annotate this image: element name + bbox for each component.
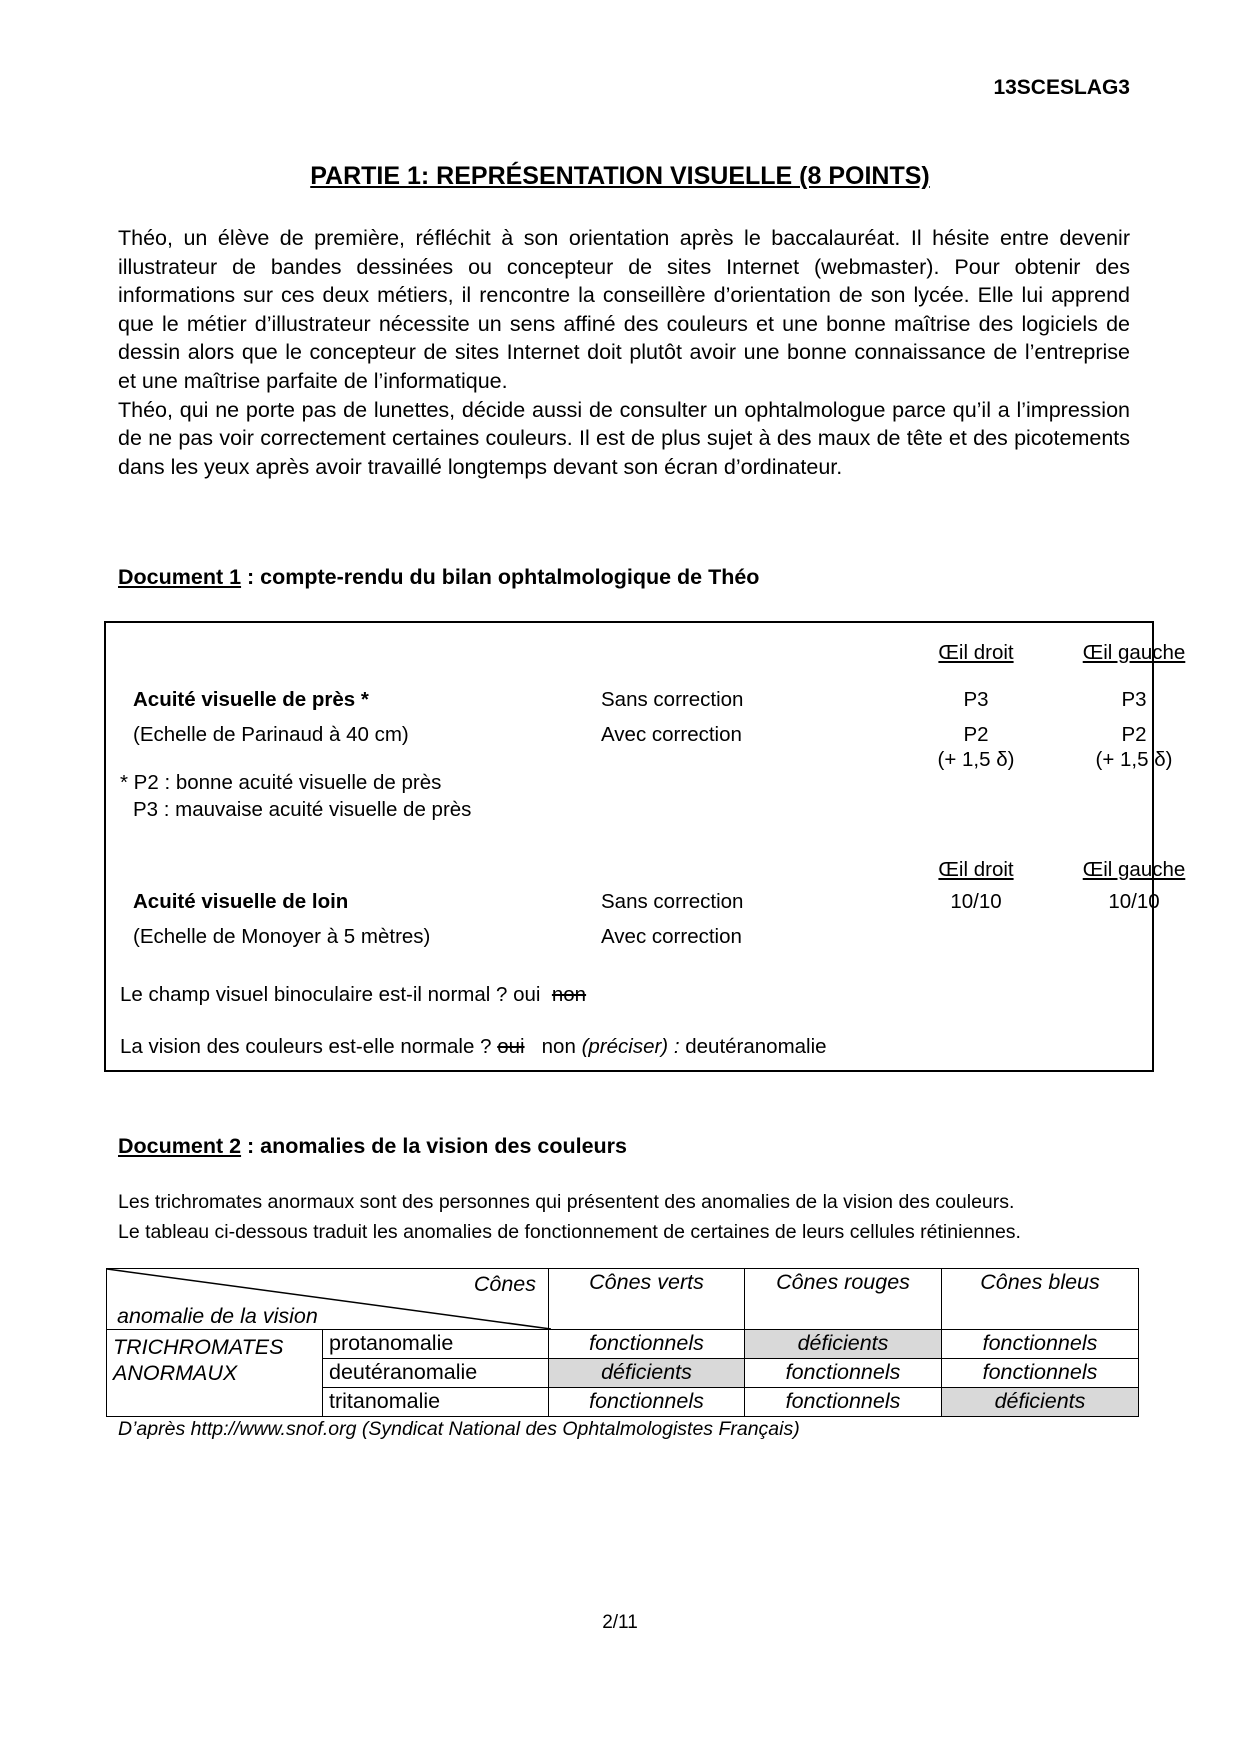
- far-with-correction: Avec correction: [601, 925, 742, 948]
- document-1-label: Document 1: [118, 565, 242, 589]
- cell-tritanomaly-red: fonctionnels: [745, 1388, 942, 1417]
- far-acuity-scale: (Echelle de Monoyer à 5 mètres): [133, 925, 431, 948]
- table-row: [107, 1330, 1139, 1359]
- column-header-red-cones: Cônes rouges: [745, 1269, 942, 1330]
- color-vision-struck-answer: oui: [497, 1035, 525, 1058]
- visual-field-question-text: Le champ visuel binoculaire est-il normal ? oui: [120, 983, 541, 1006]
- far-left-without: 10/10: [1108, 890, 1160, 913]
- near-right-without: P3: [963, 688, 989, 711]
- intro-paragraph-2: Théo, qui ne porte pas de lunettes, décide aussi de consulter un ophtalmologue parce qu’il a l’impression de ne pas voir correctement certaines couleurs. Il est de plus sujet à des maux de tête et des picotements dans les yeux après avoir travaillé longtemps devant son écran d’ordinateur.: [118, 397, 1130, 479]
- near-right-with-detail: (+ 1,5 δ): [937, 748, 1015, 771]
- cell-deuteranomaly-red: fonctionnels: [745, 1359, 942, 1388]
- row-label-tritanomaly: tritanomalie: [323, 1388, 549, 1417]
- color-vision-question: [120, 1035, 827, 1059]
- cell-deuteranomaly-blue: fonctionnels: [942, 1359, 1139, 1388]
- near-left-with: P2: [1121, 723, 1147, 746]
- near-acuity-title: Acuité visuelle de près *: [133, 688, 369, 711]
- document-2-intro-line-1: Les trichromates anormaux sont des personnes qui présentent des anomalies de la vision des couleurs.: [118, 1191, 1015, 1213]
- cell-deuteranomaly-green: déficients: [549, 1359, 745, 1388]
- cell-protanomaly-blue: fonctionnels: [942, 1330, 1139, 1359]
- right-eye-header: Œil droit: [938, 641, 1014, 664]
- color-vision-diagnosis: deutéranomalie: [685, 1035, 827, 1058]
- group-label-anomalous-trichromats: TRICHROMATES ANORMAUX: [107, 1330, 323, 1417]
- left-eye-header-far: Œil gauche: [1082, 858, 1186, 881]
- cell-protanomaly-green: fonctionnels: [549, 1330, 745, 1359]
- cell-tritanomaly-green: fonctionnels: [549, 1388, 745, 1417]
- table-corner-cell: [107, 1269, 549, 1330]
- column-header-blue-cones: Cônes bleus: [942, 1269, 1139, 1330]
- near-with-correction: Avec correction: [601, 723, 742, 746]
- table-header-row: [107, 1269, 1139, 1330]
- left-eye-header: Œil gauche: [1082, 641, 1186, 664]
- document-code: 13SCESLAG3: [993, 76, 1130, 99]
- row-label-deuteranomaly: deutéranomalie: [323, 1359, 549, 1388]
- document-1-heading: [118, 565, 759, 590]
- intro-text: [118, 224, 1130, 481]
- color-vision-answer: non: [541, 1035, 576, 1058]
- page-title: PARTIE 1: REPRÉSENTATION VISUELLE (8 POINTS): [310, 162, 930, 190]
- far-acuity-title: Acuité visuelle de loin: [133, 890, 349, 913]
- cell-protanomaly-red: déficients: [745, 1330, 942, 1359]
- row-label-protanomaly: protanomalie: [323, 1330, 549, 1359]
- visual-field-question: [120, 983, 586, 1007]
- color-anomalies-table: [106, 1268, 1139, 1417]
- cell-tritanomaly-blue: déficients: [942, 1388, 1139, 1417]
- visual-field-struck-answer: non: [551, 983, 587, 1006]
- document-2-heading: [118, 1134, 627, 1159]
- near-note-p2: * P2 : bonne acuité visuelle de près: [120, 771, 442, 794]
- right-eye-header-far: Œil droit: [938, 858, 1014, 881]
- document-2-label: Document 2: [118, 1134, 242, 1158]
- near-left-with-detail: (+ 1,5 δ): [1095, 748, 1173, 771]
- document-2-intro-line-2: Le tableau ci-dessous traduit les anomalies de fonctionnement de certaines de leurs cellules rétiniennes.: [118, 1221, 1021, 1243]
- near-right-with: P2: [963, 723, 989, 746]
- ophthalmology-report-box: [104, 621, 1186, 1072]
- intro-paragraph-1: Théo, un élève de première, réfléchit à son orientation après le baccalauréat. Il hésite entre devenir illustrateur de bandes dessinées ou concepteur de sites Internet (webmaster). Pour obtenir des informations sur ces deux métiers, il rencontre la conseillère d’orientation de son lycée. Elle lui apprend que le métier d’illustrateur nécessite un sens affiné des couleurs et une bonne maîtrise des logiciels de dessin alors que le concepteur de sites Internet doit plutôt avoir une bonne connaissance de l’entreprise et une maîtrise parfaite de l’informatique.: [118, 226, 1130, 393]
- document-2-heading-text: : anomalies de la vision des couleurs: [241, 1134, 628, 1158]
- document-2-intro: [118, 1187, 1158, 1247]
- corner-label-cones: Cônes: [473, 1272, 536, 1296]
- near-left-without: P3: [1121, 688, 1147, 711]
- color-vision-question-text: La vision des couleurs est-elle normale ?: [120, 1035, 492, 1058]
- table-source: D’après http://www.snof.org (Syndicat National des Ophtalmologistes Français): [118, 1418, 800, 1440]
- far-right-without: 10/10: [950, 890, 1002, 913]
- far-without-correction: Sans correction: [601, 890, 744, 913]
- near-acuity-scale: (Echelle de Parinaud à 40 cm): [133, 723, 409, 746]
- color-vision-precise-label: (préciser) :: [581, 1035, 680, 1058]
- near-without-correction: Sans correction: [601, 688, 744, 711]
- column-header-green-cones: Cônes verts: [549, 1269, 745, 1330]
- document-1-heading-text: : compte-rendu du bilan ophtalmologique de Théo: [241, 565, 760, 589]
- corner-label-anomaly: anomalie de la vision: [117, 1304, 318, 1328]
- page-number: 2/11: [602, 1612, 638, 1633]
- near-note-p3: P3 : mauvaise acuité visuelle de près: [133, 798, 472, 821]
